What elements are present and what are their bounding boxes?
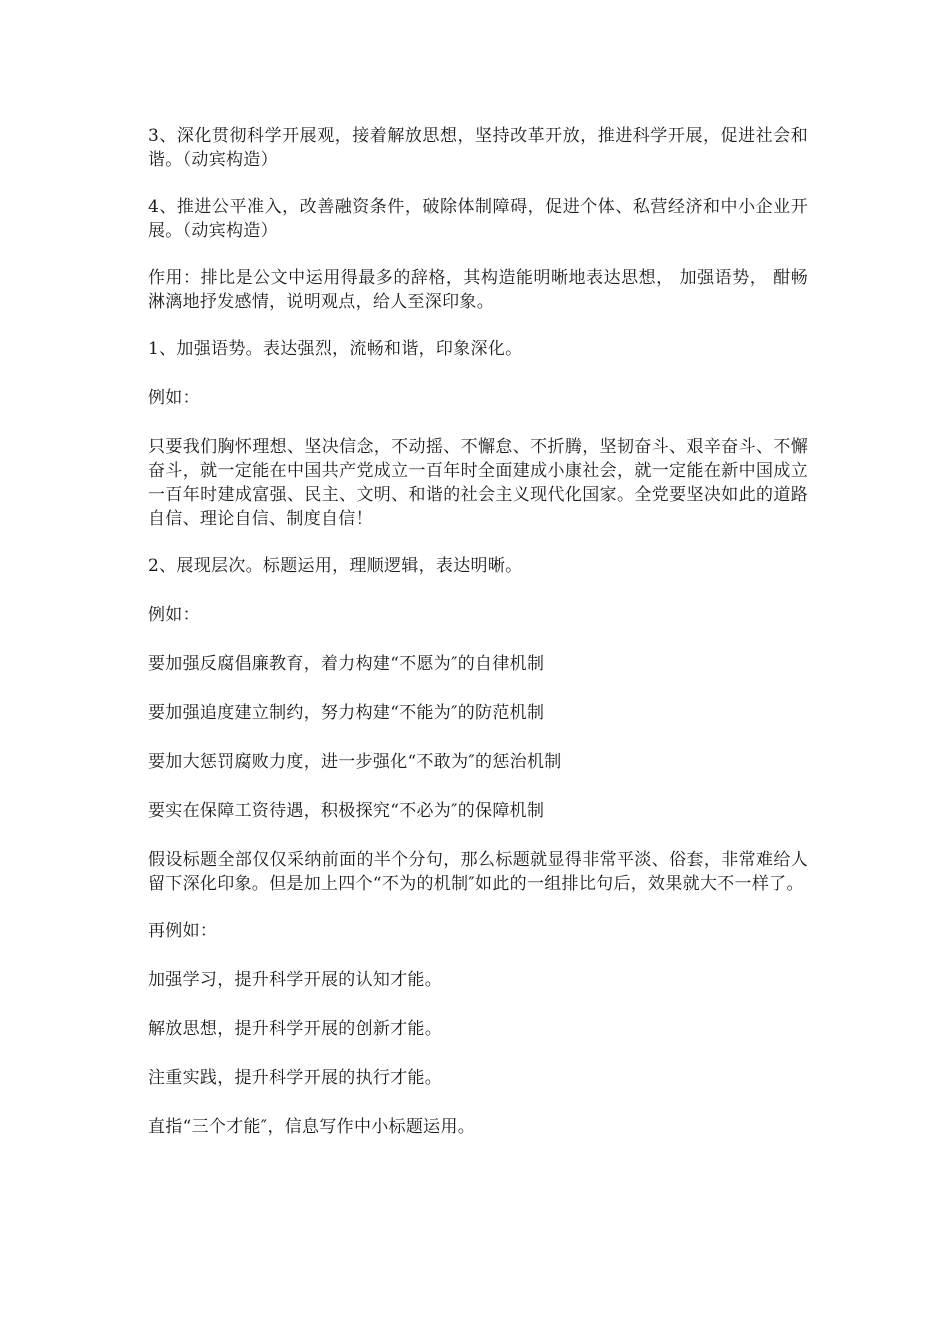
paragraph-example-1: 只要我们胸怀理想、坚决信念，不动摇、不懈怠、不折腾，坚韧奋斗、艰辛奋斗、不懈奋斗，就一定能在中国共产党成立一百年时全面建成小康社会，就一定能在新中国成立一百年时建成富强、民主、文明、和谐的社会主义现代化国家。全党要坚决如此的道路自信、理论自信、制度自信！ [148,437,808,529]
paragraph-heading-example-4: 要实在保障工资待遇，积极探究“不必为″的保障机制 [148,801,545,821]
paragraph-heading-example-2: 要加强追度建立制约，努力构建“不能为″的防范机制 [148,703,545,723]
paragraph-example-label-3: 再例如： [148,921,218,941]
paragraph-example-label-1: 例如： [148,388,200,408]
paragraph-heading-example-1: 要加强反腐倡廉教育，着力构建“不愿为″的自律机制 [148,654,545,674]
paragraph-item-4: 4、推进公平准入，改善融资条件，破除体制障碍，促进个体、私营经济和中小企业开展。（动宾构造） [148,197,808,241]
paragraph-ability-3: 注重实践，提升科学开展的执行才能。 [148,1068,443,1088]
paragraph-point-1: 1、加强语势。表达强烈，流畅和谐，印象深化。 [148,339,523,359]
paragraph-ability-1: 加强学习，提升科学开展的认知才能。 [148,970,443,990]
paragraph-summary: 直指“三个才能″，信息写作中小标题运用。 [148,1117,476,1137]
paragraph-example-label-2: 例如： [148,605,200,625]
paragraph-explanation: 假设标题全部仅仅采纳前面的半个分句，那么标题就显得非常平淡、俗套，非常难给人留下深化印象。但是加上四个“不为的机制″如此的一组排比句后，效果就大不一样了。 [148,850,808,894]
paragraph-item-3: 3、深化贯彻科学开展观，接着解放思想，坚持改革开放，推进科学开展，促进社会和谐。（动宾构造） [148,126,808,170]
paragraph-heading-example-3: 要加大惩罚腐败力度，进一步强化“不敢为″的惩治机制 [148,752,562,772]
paragraph-ability-2: 解放思想，提升科学开展的创新才能。 [148,1019,443,1039]
paragraph-point-2: 2、展现层次。标题运用，理顺逻辑，表达明晰。 [148,556,523,576]
paragraph-function: 作用：排比是公文中运用得最多的辞格，其构造能明晰地表达思想， 加强语势， 酣畅淋漓地抒发感情，说明观点，给人至深印象。 [148,268,808,312]
document-page [148,124,808,1164]
